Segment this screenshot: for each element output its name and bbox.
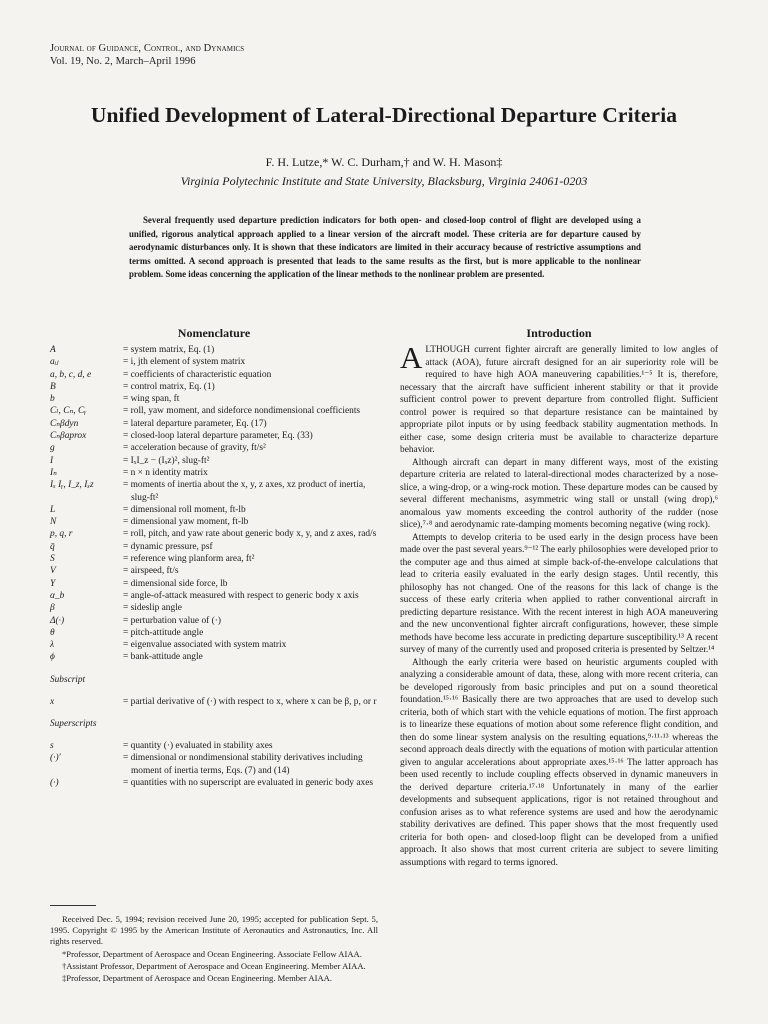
nomenclature-definition: = dimensional side force, lb [123,578,228,589]
nomenclature-symbol: (·)′ [50,753,61,764]
nomenclature-list [50,344,380,789]
intro-paragraph-text: Although the early criteria were based on heuristic arguments coupled with analyzing a considerable amount of data, these, along with more recent criteria, can be developed rigorously from basic principles and put on a sound theoretical foundation.¹⁵·¹⁶ Basically there are two approaches that are used to develop such criteria, both of which start with the vehicle equations of motion. The first approach is to linearize these equations of motion about some reference flight condition, and then do some linear system analysis on the resulting equations,⁹·¹¹·¹³ whereas the second approach deals directly with the equations of motion with particular attention given to angular accelerations about appropriate axes.¹⁵·¹⁶ The latter approach has been used recently to include coupling effects observed in dynamic maneuvers in the derived departure criteria.¹⁷·¹⁸ Unfortunately in many of the earlier developments and subsequent applications, rigor is not retained throughout and confusion arises as to what reference systems are used and how the aerodynamic stability derivatives are defined. This paper shows that the most frequently used criteria for both open- and closed-loop flight can be developed from a unified approach. It also shows that most current criteria are subject to severe limiting assumptions with regard to terms ignored. [400,657,718,868]
nomenclature-entry [50,516,380,528]
nomenclature-entry [50,381,380,393]
nomenclature-definition: = wing span, ft [123,394,180,405]
nomenclature-symbol: α_b [50,590,65,601]
nomenclature-symbol: λ [50,640,55,651]
intro-paragraph-text: Attempts to develop criteria to be used early in the design process have been made over the past several years.⁹⁻¹² The early philosophies were developed prior to the computer age and thus aimed at simple back-of-the-envelope calculations that lead to criteria easily evaluated in the early design stages. Until recently, this philosophy has not changed. One of the reasons for this lack of change is the success of these early criteria when applied to rather conventional aircraft in predicting departure resistance. With the recent interest in high AOA maneuvering and the new unconventional fighter aircraft configurations, however, these simple methods have become less accurate in predicting departure susceptibility.¹³ A recent survey of many of the currently used and proposed criteria is presented by Seltzer.¹⁴ [400,532,718,655]
nomenclature-entry [50,590,380,602]
footnote: *Professor, Department of Aerospace and Ocean Engineering. Associate Fellow AIAA. [62,948,362,959]
nomenclature-symbol: a, b, c, d, e [50,369,92,380]
introduction-heading: Introduction [526,326,592,340]
introduction-body [400,340,718,869]
nomenclature-entry [50,418,380,430]
nomenclature-definition: = perturbation value of (·) [123,615,221,626]
nomenclature-definition: = angle-of-attack measured with respect to generic body x axis [123,590,359,601]
footnote: †Assistant Professor, Department of Aerospace and Ocean Engineering. Member AIAA. [62,960,366,971]
nomenclature-entry [50,528,380,540]
superscripts-heading: Superscripts [50,719,97,730]
nomenclature-definition: = partial derivative of (·) with respect to x, where x can be β, p, or r [123,696,377,707]
nomenclature-entry [50,565,380,577]
nomenclature-definition: = airspeed, ft/s [123,566,179,577]
subscript-heading: Subscript [50,674,86,685]
nomenclature-symbol: N [50,517,57,528]
journal-name: Journal of Guidance, Control, and Dynamics [50,43,245,54]
nomenclature-symbol: (·) [50,777,59,788]
nomenclature-symbol: Cₙβaprox [50,431,87,442]
nomenclature-entry [50,369,380,381]
nomenclature-symbol: Iₙ [50,467,57,478]
intro-paragraph-text: LTHOUGH current fighter aircraft are generally limited to low angles of attack (AOA), future aircraft designed for an air superiority role will be required to have high AOA maneuvering capabilities.¹⁻⁵ It is, therefore, necessary that the aircraft have sufficient inherent stability or that it provide sufficient control power to prevent departure from controlled flight. Sufficient control power is required so that departure resistance can be maintained by appropriate pilot inputs or by using feedback stability augmentation methods. In either case, some design criteria must be available to characterize departure behavior. [400,345,718,455]
journal-header [50,42,244,68]
nomenclature-entry [50,442,380,454]
nomenclature-entry [50,344,380,356]
nomenclature-symbol: q̄ [50,541,55,552]
nomenclature-definition: = sideslip angle [123,603,182,614]
nomenclature-definition: = dynamic pressure, psf [123,541,213,552]
nomenclature-symbol: s [50,741,54,752]
nomenclature-definition: = quantity (·) evaluated in stability axes [123,741,273,752]
nomenclature-definition: = eigenvalue associated with system matrix [123,640,287,651]
nomenclature-entry [50,752,380,777]
nomenclature-definition: = i, jth element of system matrix [123,357,246,368]
nomenclature-entry [50,615,380,627]
nomenclature-entry [50,777,380,789]
nomenclature-symbol: S [50,554,55,565]
footnotes [50,914,378,985]
nomenclature-definition: = bank-attitude angle [123,652,203,663]
intro-paragraph [400,657,718,870]
nomenclature-definition: = dimensional or nondimensional stability derivatives including moment of inertia terms, Eqs. (7) and (14) [123,753,363,776]
nomenclature-symbol: Cₙβdyn [50,418,79,429]
intro-paragraph [400,457,718,532]
nomenclature-definition: = IₓI_z − (Iₓz)², slug-ft² [123,455,210,466]
intro-paragraph [400,532,718,657]
nomenclature-entry [50,578,380,590]
nomenclature-symbol: ϕ [50,652,55,663]
nomenclature-entry [50,639,380,651]
nomenclature-definition: = roll, pitch, and yaw rate about generic body x, y, and z axes, rad/s [123,529,377,540]
paper-title: Unified Development of Lateral-Directional Departure Criteria [90,103,678,127]
nomenclature-entry [50,651,380,663]
drop-cap: A [400,340,423,375]
nomenclature-entry [50,740,380,752]
nomenclature-symbol: B [50,381,56,392]
nomenclature-definition: = dimensional roll moment, ft-lb [123,504,246,515]
nomenclature-definition: = acceleration because of gravity, ft/s² [123,443,266,454]
nomenclature-entry [50,602,380,614]
nomenclature-symbol: V [50,566,56,577]
nomenclature-entry [50,455,380,467]
nomenclature-definition: = pitch-attitude angle [123,627,204,638]
nomenclature-definition: = roll, yaw moment, and sideforce nondimensional coefficients [123,406,361,417]
nomenclature-definition: = coefficients of characteristic equation [123,369,272,380]
nomenclature-symbol: θ [50,627,55,638]
nomenclature-symbol: Δ(·) [50,615,65,626]
intro-paragraph [400,340,718,457]
nomenclature-entry [50,696,380,708]
nomenclature-symbol: x [50,696,55,707]
nomenclature-symbol: g [50,443,55,454]
nomenclature-entry [50,430,380,442]
nomenclature-entry [50,356,380,368]
nomenclature-entry [50,541,380,553]
nomenclature-definition: = control matrix, Eq. (1) [123,381,215,392]
nomenclature-symbol: A [50,345,56,355]
nomenclature-definition: = dimensional yaw moment, ft-lb [123,517,249,528]
footnote: ‡Professor, Department of Aerospace and Ocean Engineering. Member AIAA. [62,973,333,984]
nomenclature-symbol: β [50,603,55,614]
nomenclature-symbol: b [50,394,55,405]
nomenclature-definition: = quantities with no superscript are evaluated in generic body axes [123,777,373,788]
nomenclature-definition: = system matrix, Eq. (1) [123,345,215,355]
nomenclature-symbol: Y [50,578,56,589]
nomenclature-symbol: Cₗ, Cₙ, Cᵧ [50,406,87,417]
journal-volume: Vol. 19, No. 2, March–April 1996 [50,56,196,67]
nomenclature-entry [50,479,380,504]
nomenclature-entry [50,393,380,405]
nomenclature-definition: = n × n identity matrix [123,467,208,478]
nomenclature-definition: = lateral departure parameter, Eq. (17) [123,418,267,429]
abstract: Several frequently used departure prediction indicators for both open- and closed-loop control of flight are developed using a unified, rigorous analytical approach applied to a linear version of the aircraft model. These criteria are for departure caused by aerodynamic disturbances only. It is shown that these indicators are limited in their accuracy because of restrictive assumptions and terms omitted. A second approach is presented that leads to the same results as the first, but is more applicable to the nonlinear problem. Some ideas concerning the application of the linear methods to the nonlinear problem are presented. [129,215,641,280]
nomenclature-entry [50,553,380,565]
nomenclature-symbol: Iₓ Iᵧ, I_z, Iₓz [50,480,94,491]
intro-paragraph-text: Although aircraft can depart in many different ways, most of the existing departure criteria are related to lateral-directional modes characterized by a nose-slice, a wing-drop, or a wing-rock motion. These departure modes can be caused by several different mechanisms, asymmetric wing stall or unstall (wing drop),⁶ anomalous yaw moments exceeding the control authority of the rudder (nose slice),⁷·⁸ and aerodynamic rate-damping moments becoming negative (wing rock). [400,457,718,530]
paper-authors: F. H. Lutze,* W. C. Durham,† and W. H. Mason‡ [265,155,503,169]
nomenclature-definition: = closed-loop lateral departure parameter, Eq. (33) [123,431,313,442]
paper-affiliation: Virginia Polytechnic Institute and State University, Blacksburg, Virginia 24061-0203 [180,174,588,188]
nomenclature-entry [50,405,380,417]
nomenclature-symbol: L [50,504,56,515]
nomenclature-symbol: I [50,455,54,466]
nomenclature-symbol: p, q, r [50,529,73,540]
nomenclature-definition: = reference wing planform area, ft² [123,554,255,565]
nomenclature-definition: = moments of inertia about the x, y, z axes, xz product of inertia, slug-ft² [123,480,366,503]
nomenclature-entry [50,467,380,479]
nomenclature-entry [50,504,380,516]
nomenclature-heading: Nomenclature [177,326,251,340]
nomenclature-symbol: aᵢⱼ [50,357,59,368]
footnote-rule [50,905,96,906]
nomenclature-entry [50,627,380,639]
footnote: Received Dec. 5, 1994; revision received June 20, 1995; accepted for publication Sept. 5, 1995. Copyright © 1995 by the American Institute of Aeronautics and Astronautics, Inc. All rights reserved. [50,914,378,947]
